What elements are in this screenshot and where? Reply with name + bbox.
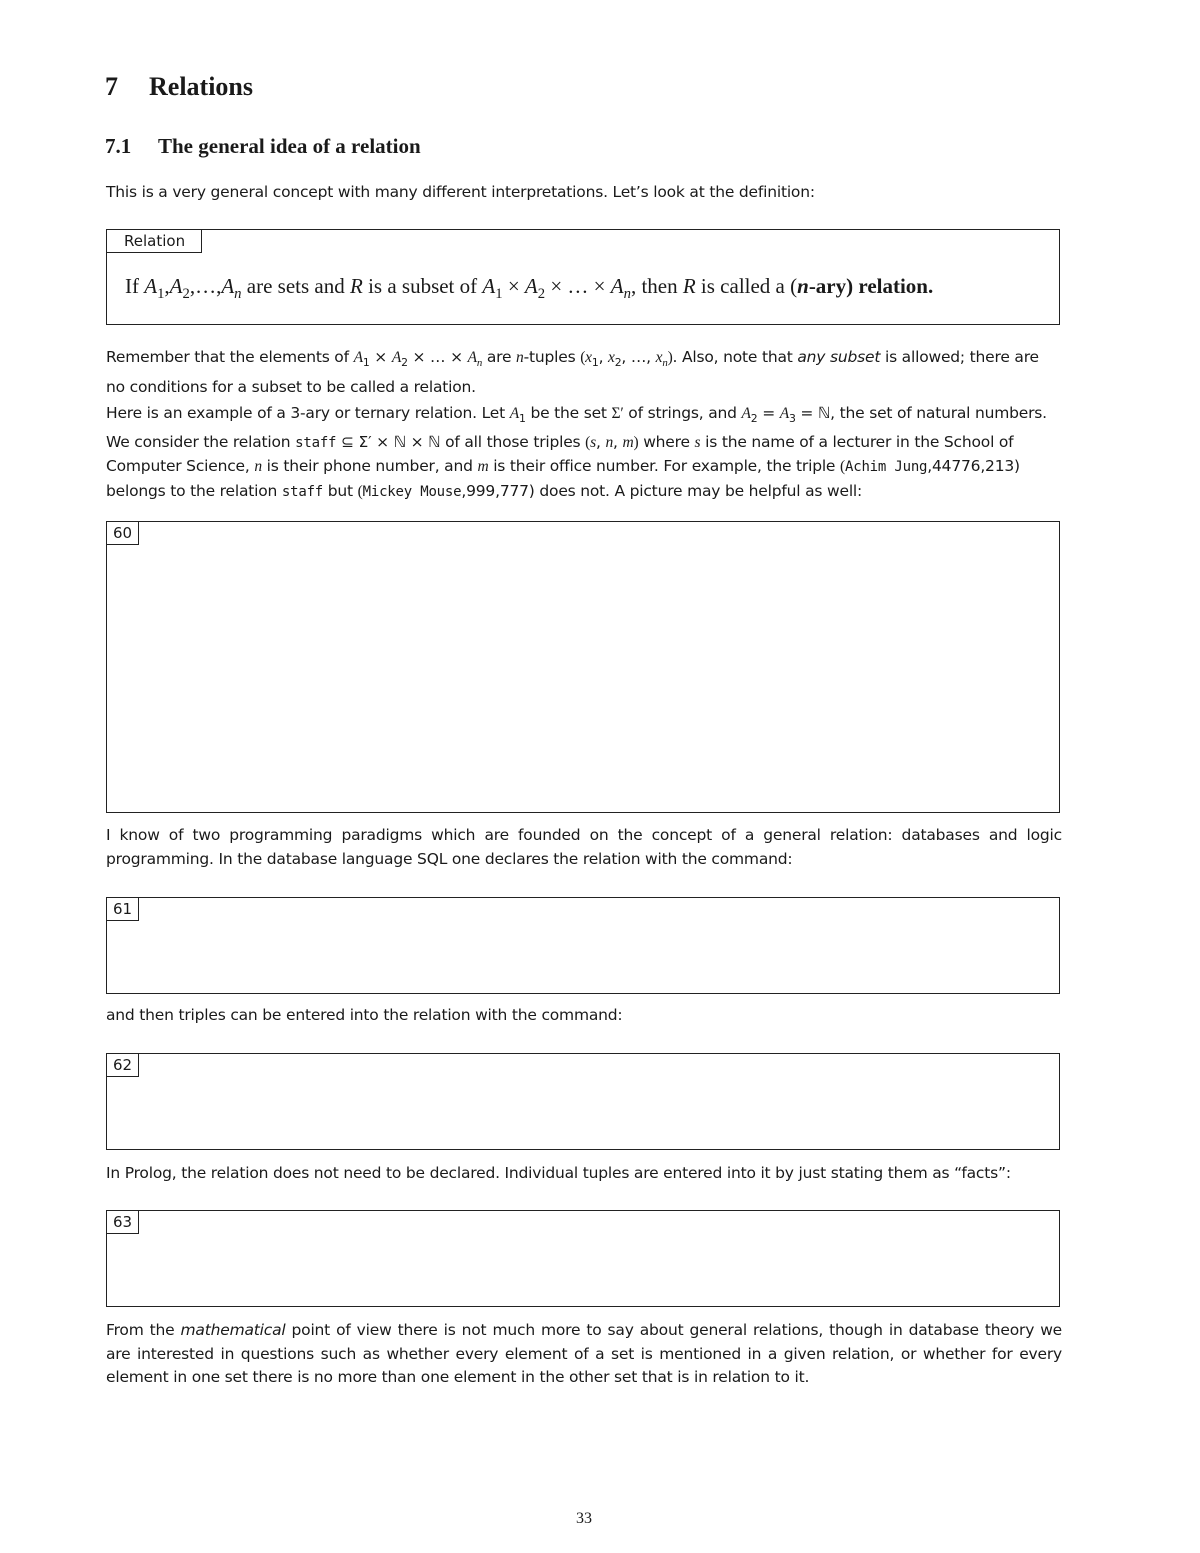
prolog-paragraph: In Prolog, the relation does not need to be declared. Individual tuples are entered into it by just stating them as “facts”: xyxy=(106,1164,1011,1182)
answer-box-60[interactable] xyxy=(106,521,1060,813)
box-number-62: 62 xyxy=(107,1054,139,1077)
definition-box xyxy=(106,229,1060,325)
triple-name-2: Mickey Mouse xyxy=(362,483,462,500)
box-number-60: 60 xyxy=(107,522,139,545)
staff-relation-name-2: staff xyxy=(281,483,324,500)
section-title: Relations xyxy=(149,72,253,101)
def-are-sets: are sets and xyxy=(246,274,345,298)
subsection-title: The general idea of a relation xyxy=(158,134,421,158)
mathematical-emphasis: mathematical xyxy=(180,1321,286,1339)
box-number-63: 63 xyxy=(107,1211,139,1234)
example-text-l: does not. A picture may be helpful as well: xyxy=(539,481,863,500)
example-text-i: is their office number. For example, the triple xyxy=(493,457,836,476)
example-text-b: be the set xyxy=(530,404,607,422)
example-text-e: of all those triples xyxy=(445,432,581,451)
remember-text-a: Remember that the elements of xyxy=(106,348,349,366)
section-heading xyxy=(105,72,253,102)
definition-text: If $A_1,A_2,\dots,A_n$ are sets and R is a subset of $A_1 \times A_2$ × … × $A_n$, then R is called a (n-ary) relation. xyxy=(125,274,934,303)
subsection-number: 7.1 xyxy=(105,134,132,158)
definition-label: Relation xyxy=(107,230,202,253)
box-number-61: 61 xyxy=(107,898,139,921)
remember-text-c: -tuples xyxy=(523,348,576,366)
page-number: 33 xyxy=(576,1510,592,1527)
remember-text-d: . Also, note that xyxy=(672,348,793,366)
subsection-heading xyxy=(105,134,421,159)
triple-name-1: Achim Jung xyxy=(844,459,928,476)
def-called: is called a ( xyxy=(700,274,798,298)
triple-values-2: ,999,777) xyxy=(461,481,535,500)
final-text-a: From the xyxy=(106,1321,175,1339)
example-text-d: , the set of natural numbers. We consider the relation xyxy=(106,404,1047,451)
example-paragraph: Here is an example of a 3-ary or ternary relation. Let $A_1$ be the set Σ′ of strings, and $A_2 = A_3$ = ℕ, the set of natural numbers. We consider the relation staff ⊆ Σ′ × ℕ × ℕ of all those triples (s, n, m) where s is the name of a lecturer in the School of Computer Science, n is their phone number, and m is their office number. For example, the triple (Achim Jung,44776,213) belongs to the relation staff but (Mickey Mouse,999,777) does not. A picture may be helpful as well: xyxy=(106,404,1047,500)
sql-paragraph: I know of two programming paradigms which are founded on the concept of a general relation: databases and logic programming. In the database language SQL one declares the relation with the command: xyxy=(106,826,1062,868)
example-text-k: but xyxy=(327,481,353,500)
example-text-a: Here is an example of a 3-ary or ternary relation. Let xyxy=(106,404,505,422)
final-paragraph xyxy=(106,1319,1062,1390)
staff-relation-name: staff xyxy=(295,434,337,451)
answer-box-63[interactable] xyxy=(106,1210,1060,1307)
def-n-ary: -ary) xyxy=(808,274,854,298)
final-text-b: point of view there is not much more to say about general relations, though in database theory we are interested in questions such as whether every element of a set is mentioned in a given relation, or whether for every element in one set there is no more than one element in the other set that is in relation to it. xyxy=(106,1321,1063,1386)
remember-paragraph: Remember that the elements of $A_1 \times A_2$ × … × $A_n$ are n-tuples ($x_1$, $x_2$, …, $x_n$). Also, note that any subset is allowed; there are no conditions for a subset to be called a relation. xyxy=(106,348,1039,396)
any-subset-emphasis: any subset xyxy=(797,348,881,366)
example-text-f: where xyxy=(643,432,690,451)
def-subset-of: is a subset of xyxy=(368,274,478,298)
triple-values-1: ,44776,213) xyxy=(927,457,1020,476)
example-text-g: is the name of a lecturer in the School of Computer Science, xyxy=(106,432,1014,476)
remember-text-b: are xyxy=(486,348,512,366)
def-if: If xyxy=(125,274,139,298)
example-text-c: of strings, and xyxy=(628,404,737,422)
def-relation-term: relation. xyxy=(858,274,934,298)
answer-box-62[interactable] xyxy=(106,1053,1060,1150)
section-number: 7 xyxy=(105,72,118,101)
intro-paragraph: This is a very general concept with many different interpretations. Let’s look at the definition: xyxy=(106,183,815,201)
answer-box-61[interactable] xyxy=(106,897,1060,994)
def-then: , then xyxy=(630,274,678,298)
remember-text-e: is allowed; there are no conditions for a subset to be called a relation. xyxy=(106,348,1039,396)
example-text-j: belongs to the relation xyxy=(106,481,278,500)
example-text-h: is their phone number, and xyxy=(266,457,473,476)
insert-paragraph: and then triples can be entered into the relation with the command: xyxy=(106,1006,623,1024)
